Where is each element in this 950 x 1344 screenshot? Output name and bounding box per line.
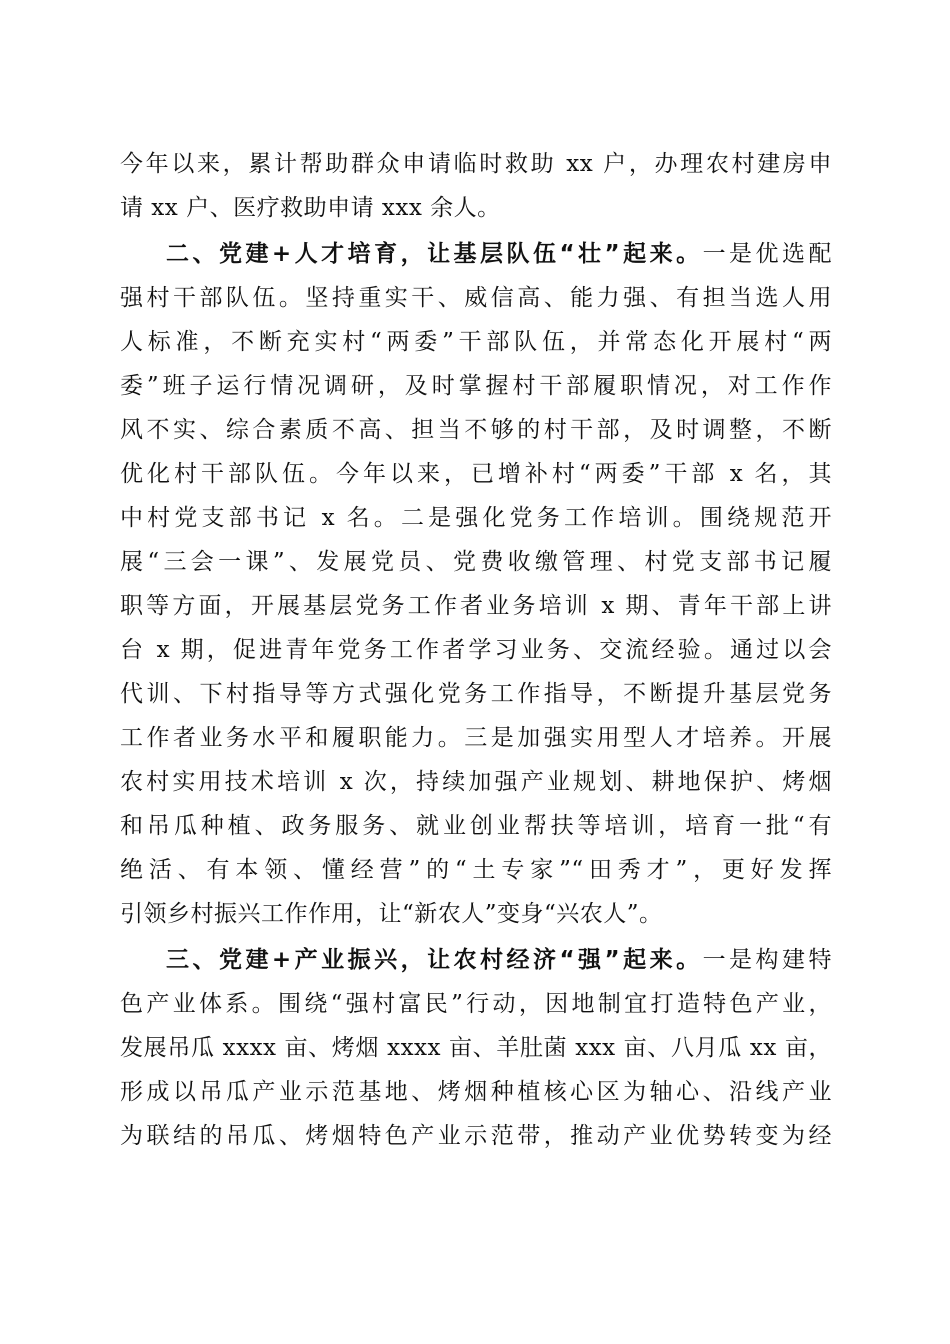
section-heading: 三、党建+产业振兴，让农村经济“强”起来。	[166, 947, 703, 973]
body-text-line: 发展吊瓜 xxxx 亩、烤烟 xxxx 亩、羊肚菌 xxx 亩、八月瓜 xx 亩，	[120, 1035, 832, 1061]
body-text-line: 引领乡村振兴工作作用，让“新农人”变身“兴农人”。	[120, 901, 663, 927]
body-text-line: 风不实、综合素质不高、担当不够的村干部，及时调整，不断	[120, 417, 832, 443]
body-text-line: 中村党支部书记 x 名。二是强化党务工作培训。围绕规范开	[120, 505, 832, 531]
body-text-line: 形成以吊瓜产业示范基地、烤烟种植核心区为轴心、沿线产业	[120, 1079, 832, 1105]
body-text-line: 强村干部队伍。坚持重实干、威信高、能力强、有担当选人用	[120, 285, 832, 311]
body-text-line: 展“三会一课”、发展党员、党费收缴管理、村党支部书记履	[120, 549, 832, 575]
body-text-line: 工作者业务水平和履职能力。三是加强实用型人才培养。开展	[120, 725, 832, 751]
body-text-line: 代训、下村指导等方式强化党务工作指导，不断提升基层党务	[120, 681, 832, 707]
body-text-line: 职等方面，开展基层党务工作者业务培训 x 期、青年干部上讲	[120, 593, 832, 619]
body-text-line: 为联结的吊瓜、烤烟特色产业示范带，推动产业优势转变为经	[120, 1123, 832, 1149]
body-text: 一是构建特	[702, 947, 832, 973]
section-heading-line	[166, 940, 832, 980]
body-text-line: 和吊瓜种植、政务服务、就业创业帮扶等培训，培育一批“有	[120, 813, 832, 839]
body-text-line: 委”班子运行情况调研，及时掌握村干部履职情况，对工作作	[120, 373, 832, 399]
body-text-line: 请 xx 户、医疗救助申请 xxx 余人。	[120, 195, 501, 221]
section-heading: 二、党建+人才培育，让基层队伍“壮”起来。	[166, 241, 703, 267]
body-text-line: 优化村干部队伍。今年以来，已增补村“两委”干部 x 名，其	[120, 461, 832, 487]
body-text-line: 绝活、有本领、懂经营”的“土专家”“田秀才”，更好发挥	[120, 857, 832, 883]
body-text: 一是优选配	[702, 241, 832, 267]
body-text-line: 农村实用技术培训 x 次，持续加强产业规划、耕地保护、烤烟	[120, 769, 832, 795]
body-text-line: 今年以来，累计帮助群众申请临时救助 xx 户，办理农村建房申	[120, 151, 832, 177]
body-text-line: 台 x 期，促进青年党务工作者学习业务、交流经验。通过以会	[120, 637, 832, 663]
body-text-line: 人标准，不断充实村“两委”干部队伍，并常态化开展村“两	[120, 329, 832, 355]
section-heading-line	[166, 234, 832, 274]
body-text-line: 色产业体系。围绕“强村富民”行动，因地制宜打造特色产业，	[120, 991, 832, 1017]
